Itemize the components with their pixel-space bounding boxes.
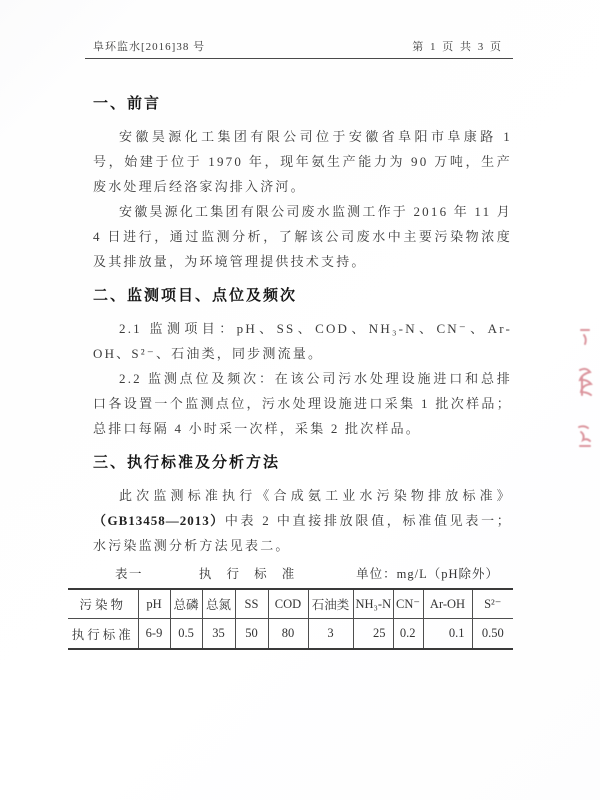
- section2-heading: 二、监测项目、点位及频次: [93, 287, 298, 304]
- value-s2: 0.50: [472, 619, 513, 650]
- value-ph: 6-9: [138, 619, 170, 650]
- value-nh3n: 25: [353, 619, 393, 650]
- value-ss: 50: [235, 619, 268, 650]
- document-number: 阜环监水[2016]38 号: [93, 41, 206, 53]
- section3-paragraph-1: [93, 483, 512, 558]
- table1-caption: [68, 564, 513, 584]
- col-header-nh3n: NH₃-N: [353, 589, 393, 619]
- page-header: [85, 38, 513, 59]
- section1-paragraph-2: 安徽昊源化工集团有限公司废水监测工作于 2016 年 11 月 4 日进行，通过监测分析，了解该公司废水中主要污染物浓度及其排放量，为环境管理提供技术支持。: [93, 204, 512, 269]
- col-header-ss: SS: [235, 589, 268, 619]
- table1-label: 表一: [115, 567, 144, 581]
- page-indicator: 第 1 页 共 3 页: [412, 41, 503, 53]
- col-header-pollutant: 污染物: [68, 589, 138, 619]
- value-cod: 80: [268, 619, 308, 650]
- standard-code-reference: （GB13458—2013）: [93, 513, 225, 528]
- col-header-total-phosphorus: 总磷: [170, 589, 202, 619]
- document-body: [71, 88, 512, 650]
- row-label: 执行标准: [68, 619, 138, 650]
- value-petroleum: 3: [308, 619, 353, 650]
- value-aroh: 0.1: [423, 619, 472, 650]
- section1-paragraph-1: 安徽昊源化工集团有限公司位于安徽省阜阳市阜康路 1 号，始建于位于 1970 年，现年氨生产能力为 90 万吨，生产废水处理后经洛家沟排入济河。: [93, 129, 512, 194]
- value-total-phosphorus: 0.5: [170, 619, 202, 650]
- col-header-s2: S²⁻: [472, 589, 513, 619]
- col-header-aroh: Ar-OH: [423, 589, 472, 619]
- col-header-ph: pH: [138, 589, 170, 619]
- section3-paragraph-rest: 中表 2 中直接排放限值，标准值见表一；水污染监测分析方法见表二。: [93, 513, 512, 553]
- table-header-row: [68, 589, 513, 619]
- col-header-cn: CN⁻: [393, 589, 423, 619]
- value-total-nitrogen: 35: [202, 619, 235, 650]
- col-header-cod: COD: [268, 589, 308, 619]
- section1-heading: 一、前言: [93, 95, 162, 112]
- value-cn: 0.2: [393, 619, 423, 650]
- red-stamp-fragment: [572, 322, 594, 462]
- section3-paragraph-text: 此次监测标准执行《合成氨工业水污染物排放标准》: [119, 488, 512, 503]
- section2-paragraph-2: 2.2 监测点位及频次：在该公司污水处理设施进口和总排口各设置一个监测点位，污水处理设施进口采集 1 批次样品；总排口每隔 4 小时采一次样，采集 2 批次样品。: [93, 371, 512, 436]
- table1-title: 执 行 标 准: [198, 567, 301, 581]
- table1-unit: 单位：mg/L（pH除外）: [356, 567, 499, 581]
- col-header-total-nitrogen: 总氮: [202, 589, 235, 619]
- section3-heading: 三、执行标准及分析方法: [93, 454, 281, 471]
- section2-paragraph-1: 2.1 监测项目：pH、SS、COD、NH₃-N、CN⁻、Ar-OH、S²⁻、石油类，同步测流量。: [93, 321, 512, 361]
- table-row: [68, 619, 513, 650]
- col-header-petroleum: 石油类: [308, 589, 353, 619]
- execution-standard-table: [68, 588, 513, 650]
